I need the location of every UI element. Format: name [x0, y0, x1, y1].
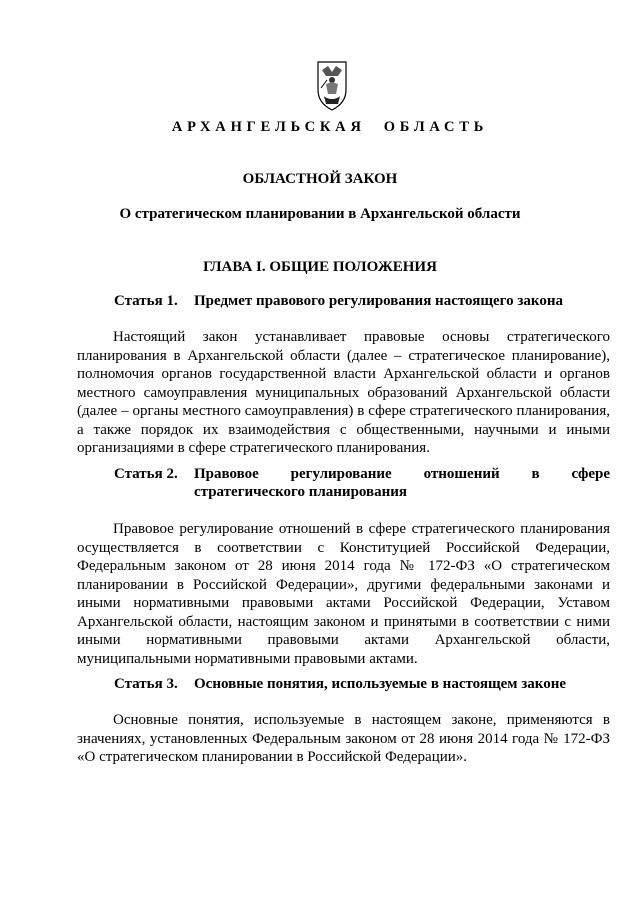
article-3-heading	[114, 675, 610, 693]
document-type: ОБЛАСТНОЙ ЗАКОН	[242, 171, 398, 187]
article-3-title: Основные понятия, используемые в настоящем законе	[194, 676, 567, 692]
article-2-number: Статья 2.	[114, 466, 178, 482]
article-1-number: Статья 1.	[114, 293, 178, 309]
article-1-text: Настоящий закон устанавливает правовые основы стратегического планирования в Архангельской области (далее – стратегическое планирование), полномочия органов государственной власти Архангельской области и органов местного самоуправления муниципальных образований Архангельской области (далее – органы местного самоуправления) в сфере стратегического планирования, а также порядок их взаимодействия с общественными, научными и иными организациями в сфере стратегического планирования.	[77, 329, 610, 456]
region-word-2: ОБЛАСТЬ	[383, 119, 489, 135]
article-3-text: Основные понятия, используемые в настоящем законе, применяются в значениях, установленных Федеральным законом от 28 июня 2014 года № 172-ФЗ «О стратегическом планировании в Российской Федерации».	[77, 712, 610, 765]
region-word-1: АРХАНГЕЛЬСКАЯ	[171, 119, 366, 135]
chapter-heading: ГЛАВА I. ОБЩИЕ ПОЛОЖЕНИЯ	[203, 259, 437, 275]
article-2-title: Правовое регулирование отношений в сфере стратегического планирования	[194, 466, 610, 500]
document-title: О стратегическом планировании в Архангельской области	[119, 206, 521, 222]
article-2-heading	[114, 465, 610, 501]
region-name	[0, 119, 640, 136]
article-3-number: Статья 3.	[114, 676, 178, 692]
article-2-text: Правовое регулирование отношений в сфере стратегического планирования осуществляется в соответствии с Конституцией Российской Федерации, Федеральным законом от 28 июня 2014 года № 172-ФЗ «О стратегическом планировании в Российской Федерации», другими федеральными законами и иными нормативными правовыми актами Российской Федерации, Уставом Архангельской области, настоящим законом и принятыми в соответствии с ними иными нормативными правовыми актами Архангельской области, муниципальными нормативными правовыми актами.	[77, 521, 610, 667]
article-1-title: Предмет правового регулирования настоящего закона	[194, 293, 563, 309]
article-1-heading	[114, 292, 610, 310]
coat-of-arms-emblem	[316, 60, 348, 116]
